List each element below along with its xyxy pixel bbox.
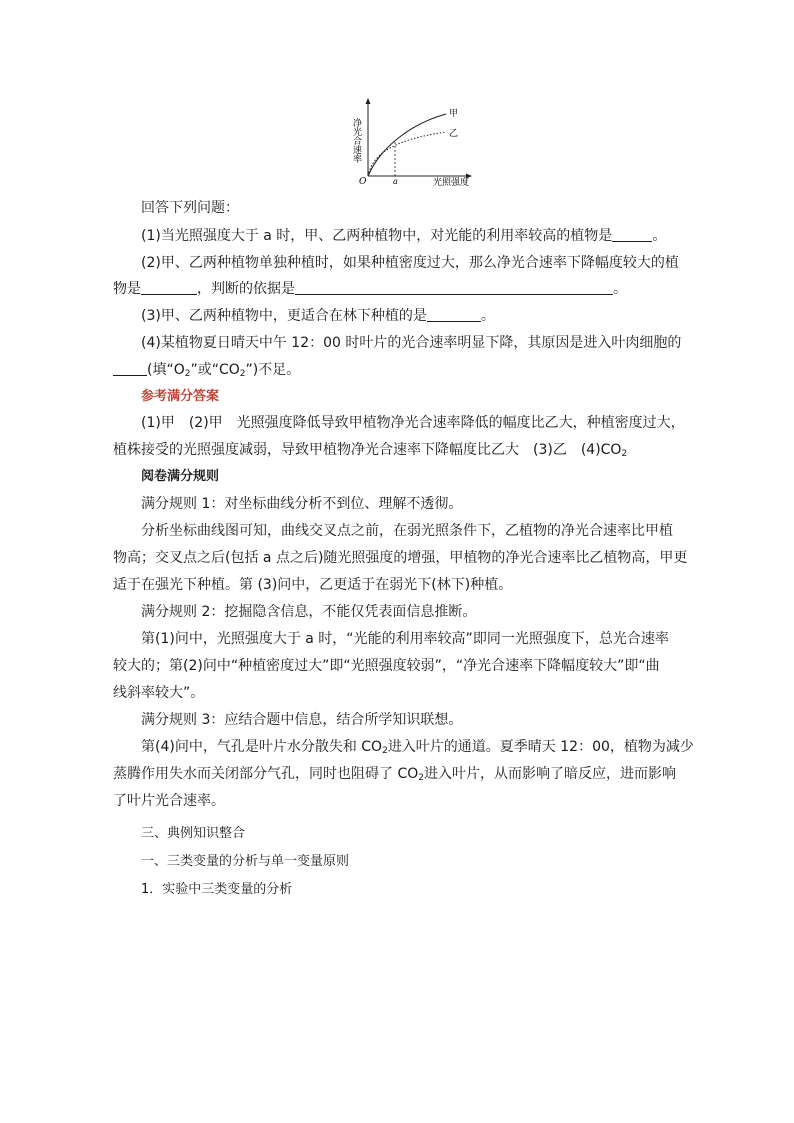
subscript-2: 2 (418, 773, 424, 783)
rule-1-title: 满分规则 1：对坐标曲线分析不到位、理解不透彻。 (141, 496, 463, 512)
question-4-text-b3: ”)不足。 (245, 362, 301, 378)
rule-2-title: 满分规则 2：挖掘隐含信息，不能仅凭表面信息推断。 (141, 604, 477, 620)
rule-3-para-1-b: 进入叶片的通道。夏季晴天 12：00，植物为减少 (387, 739, 694, 755)
rule-1-para-1: 分析坐标曲线图可知，曲线交叉点之前，在弱光照条件下，乙植物的净光合速率比甲植 (141, 523, 673, 539)
question-intro: 回答下列问题： (141, 200, 239, 216)
origin-label: O (359, 177, 367, 187)
answer-blank (612, 227, 652, 242)
question-2-text-c: ，判断的依据是 (197, 281, 295, 297)
answer-line-2-text: 植株接受的光照强度减弱，导致甲植物净光合速率下降幅度比乙大 (3)乙 (4)CO (113, 442, 622, 458)
section-heading-1: 一、三类变量的分析与单一变量原则 (141, 854, 350, 869)
question-1-end: 。 (652, 228, 667, 244)
curve-jia-label: 甲 (449, 109, 459, 119)
question-2-line-1: (2)甲、乙两种植物单独种植时，如果种植密度过大，那么净光合速率下降幅度较大的植 (141, 255, 679, 271)
answer-blank (141, 280, 197, 295)
x-axis-label: 光照强度 (433, 178, 470, 188)
y-axis-label: 净光合速率 (351, 118, 361, 163)
question-1 (141, 226, 721, 246)
rule-3-para-1 (141, 737, 721, 757)
rule-3-para-1-a: 第(4)问中，气孔是叶片水分散失和 CO (141, 739, 383, 755)
answer-line-2 (113, 440, 693, 460)
question-4-text-b2: ”或“CO (190, 362, 240, 378)
question-2-text-b: 物是 (113, 281, 141, 297)
question-2-line-2 (113, 279, 693, 299)
curve-jia (368, 114, 446, 176)
rules-heading: 阅卷满分规则 (141, 469, 220, 484)
rule-3-para-2-a: 蒸腾作用失水而关闭部分气孔，同时也阻碍了 CO (113, 766, 419, 782)
light-curve-figure (340, 96, 480, 190)
rule-3-para-3: 了叶片光合速率。 (113, 793, 225, 809)
subscript-2: 2 (382, 746, 388, 756)
question-4-line-2 (113, 360, 693, 380)
rule-3-para-2-b: 进入叶片，从而影响了暗反应，进而影响 (423, 766, 676, 782)
answer-heading: 参考满分答案 (141, 389, 220, 404)
question-4-text-b1: (填“O (147, 362, 185, 378)
rule-3-para-2 (113, 764, 693, 784)
question-3-end: 。 (480, 308, 495, 324)
rule-2-para-1: 第(1)问中，光照强度大于 a 时，“光能的利用率较高”即同一光照强度下，总光合速率 (141, 631, 669, 647)
section-heading-3: 三、典例知识整合 (141, 826, 246, 841)
curve-yi-label: 乙 (449, 129, 459, 139)
curve-diagram (340, 96, 480, 190)
subscript-2: 2 (239, 369, 246, 379)
question-2-end: 。 (613, 281, 627, 297)
rule-1-para-3: 适于在强光下种植。第 (3)问中，乙更适于在弱光下(林下)种植。 (113, 577, 513, 593)
subscript-2: 2 (621, 449, 628, 459)
question-3-text: (3)甲、乙两种植物中，更适合在林下种植的是 (141, 308, 427, 324)
question-4-line-1: (4)某植物夏日晴天中午 12：00 时叶片的光合速率明显下降，其原因是进入叶肉细胞的 (141, 335, 682, 351)
rule-2-para-2: 较大的；第(2)问中“种植密度过大”即“光照强度较弱”，“净光合速率下降幅度较大”即“曲 (113, 658, 660, 674)
section-heading-1-1: 1．实验中三类变量的分析 (141, 882, 293, 897)
a-label: a (393, 177, 398, 186)
rule-2-para-3: 线斜率较大”。 (113, 685, 205, 701)
subscript-2: 2 (184, 369, 191, 379)
question-3 (141, 306, 721, 326)
question-1-text: (1)当光照强度大于 a 时，甲、乙两种植物中，对光能的利用率较高的植物是 (141, 228, 613, 244)
answer-blank (113, 361, 147, 376)
answer-blank (427, 307, 481, 322)
rule-3-title: 满分规则 3：应结合题中信息，结合所学知识联想。 (141, 712, 463, 728)
y-axis-arrow-icon (366, 98, 371, 104)
answer-blank (295, 280, 613, 295)
rule-1-para-2: 物高；交叉点之后(包括 a 点之后)随光照强度的增强，甲植物的净光合速率比乙植物高，甲更 (113, 550, 688, 566)
curve-yi (368, 132, 446, 176)
answer-line-1: (1)甲 (2)甲 光照强度降低导致甲植物净光合速率降低的幅度比乙大，种植密度过大， (141, 415, 685, 431)
